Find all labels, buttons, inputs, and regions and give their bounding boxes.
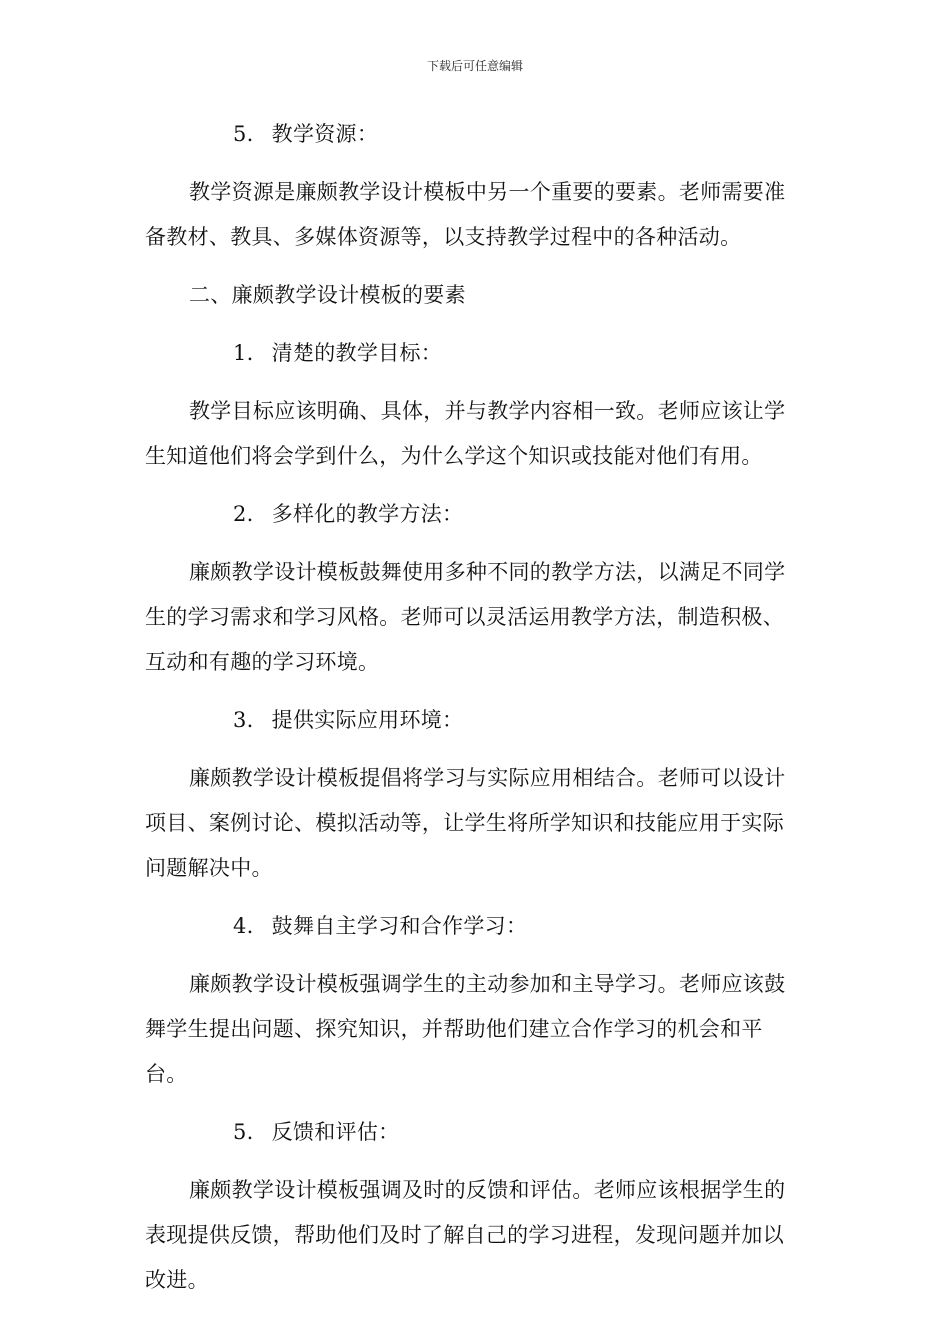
heading-number: 4. bbox=[233, 914, 254, 938]
paragraph-resources: 教学资源是廉颇教学设计模板中另一个重要的要素。老师需要准备教材、教具、多媒体资源等，以支持教学过程中的各种活动。 bbox=[145, 180, 786, 249]
heading-text: 提供实际应用环境： bbox=[271, 708, 464, 732]
paragraph-goals: 教学目标应该明确、具体，并与教学内容相一致。老师应该让学生知道他们将会学到什么，为什么学这个知识或技能对他们有用。 bbox=[145, 399, 786, 468]
section-heading-feedback bbox=[145, 1110, 805, 1155]
paragraph-application: 廉颇教学设计模板提倡将学习与实际应用相结合。老师可以设计项目、案例讨论、模拟活动等，让学生将所学知识和技能应用于实际问题解决中。 bbox=[145, 766, 786, 880]
heading-text: 清楚的教学目标： bbox=[271, 341, 443, 365]
heading-text: 多样化的教学方法： bbox=[271, 502, 464, 526]
section-heading-application bbox=[145, 698, 805, 743]
heading-number: 1. bbox=[233, 341, 254, 365]
section-heading-methods bbox=[145, 492, 805, 537]
section-heading-autonomy bbox=[145, 904, 805, 949]
paragraph-methods: 廉颇教学设计模板鼓舞使用多种不同的教学方法，以满足不同学生的学习需求和学习风格。老师可以灵活运用教学方法，制造积极、互动和有趣的学习环境。 bbox=[145, 560, 786, 674]
heading-text: 鼓舞自主学习和合作学习： bbox=[271, 914, 528, 938]
heading-number: 5. bbox=[233, 122, 254, 146]
heading-number: 5. bbox=[233, 1120, 254, 1144]
paragraph-feedback: 廉颇教学设计模板强调及时的反馈和评估。老师应该根据学生的表现提供反馈，帮助他们及时了解自己的学习进程，发现问题并加以改进。 bbox=[145, 1178, 786, 1292]
heading-text: 反馈和评估： bbox=[271, 1120, 400, 1144]
document-body bbox=[145, 112, 805, 1316]
section-heading-resources bbox=[145, 112, 805, 157]
section-heading-goals bbox=[145, 331, 805, 376]
section-title-elements: 二、廉颇教学设计模板的要素 bbox=[189, 283, 466, 307]
heading-number: 3. bbox=[233, 708, 254, 732]
heading-text: 教学资源： bbox=[271, 122, 379, 146]
page-header: 下载后可任意编辑 bbox=[426, 59, 523, 73]
paragraph-autonomy: 廉颇教学设计模板强调学生的主动参加和主导学习。老师应该鼓舞学生提出问题、探究知识，并帮助他们建立合作学习的机会和平台。 bbox=[145, 972, 786, 1086]
heading-number: 2. bbox=[233, 502, 254, 526]
